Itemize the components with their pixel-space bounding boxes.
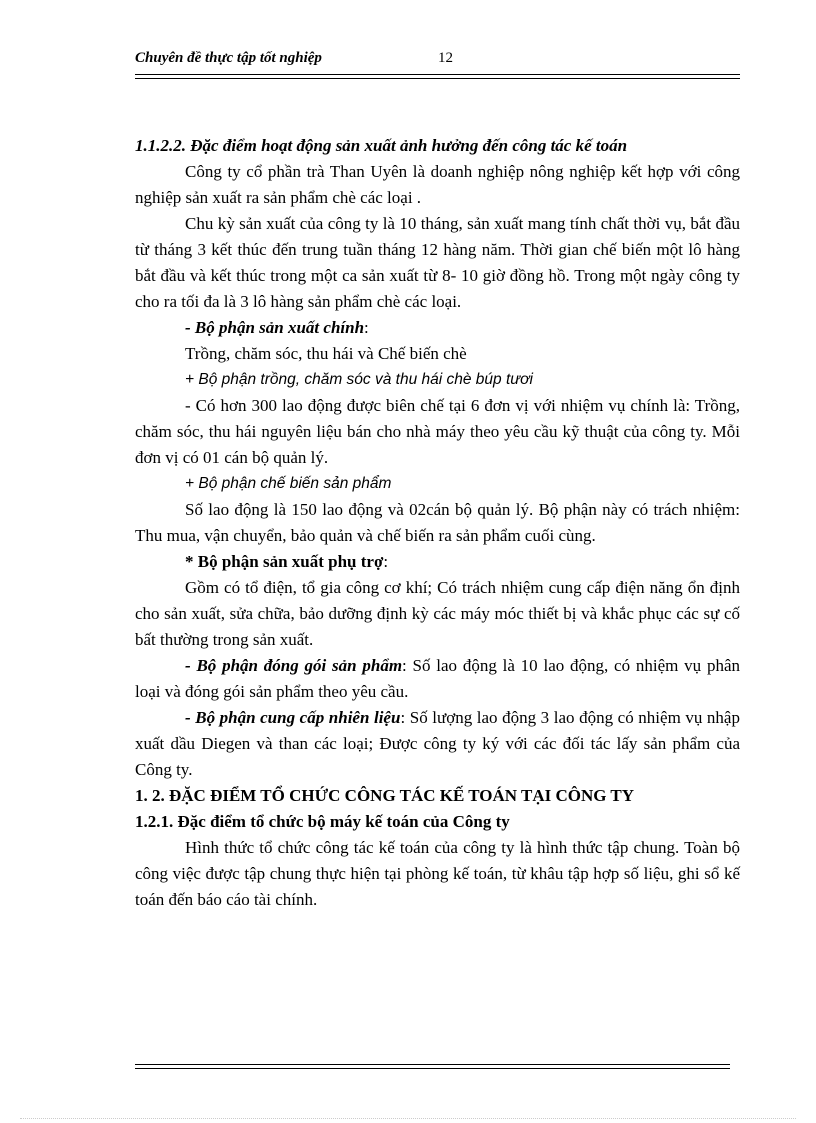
fuel-label: - Bộ phận cung cấp nhiên liệu bbox=[185, 708, 401, 727]
chapter-heading: 1. 2. ĐẶC ĐIỂM TỔ CHỨC CÔNG TÁC KẾ TOÁN TẠI CÔNG TY bbox=[135, 786, 635, 805]
main-production-heading bbox=[135, 315, 740, 341]
page-header bbox=[135, 50, 740, 70]
fuel-text: : Số lượng lao động 3 lao động có nhiệm vụ nhập xuất dầu Diegen và than các loại; Được công ty ký với các đối tác lấy sản phẩm của Công ty. bbox=[135, 708, 740, 779]
paragraph: Chu kỳ sản xuất của công ty là 10 tháng, sản xuất mang tính chất thời vụ, bắt đầu từ tháng 3 kết thúc đến trung tuần tháng 12 hàng năm. Thời gian chế biến một lô hàng bắt đầu và kết thúc trong một ca sản xuất từ 8- 10 giờ đồng hồ. Trong một ngày công ty cho ra tối đa là 3 lô hàng sản phẩm chè các loại. bbox=[135, 214, 740, 311]
packaging-text: : Số lao động là 10 lao động, có nhiệm vụ phân loại và đóng gói sản phẩm theo yêu cầu. bbox=[135, 656, 740, 701]
header-rule-bottom bbox=[135, 78, 740, 79]
packaging-paragraph bbox=[135, 653, 740, 705]
fuel-paragraph bbox=[135, 705, 740, 783]
auxiliary-production-heading bbox=[135, 549, 740, 575]
page-edge bbox=[20, 1118, 796, 1119]
paragraph: Hình thức tổ chức công tác kế toán của công ty là hình thức tập chung. Toàn bộ công việc được tập chung thực hiện tại phòng kế toán, từ khâu tập hợp số liệu, ghi sổ kế toán đến báo cáo tài chính. bbox=[135, 838, 740, 909]
section-heading: 1.1.2.2. Đặc điểm hoạt động sản xuất ảnh hưởng đến công tác kế toán bbox=[135, 136, 628, 155]
paragraph: Trồng, chăm sóc, thu hái và Chế biến chè bbox=[185, 344, 467, 363]
auxiliary-colon: : bbox=[383, 552, 389, 571]
page-number: 12 bbox=[438, 50, 453, 66]
footer-rule-top bbox=[135, 1064, 730, 1065]
packaging-label: - Bộ phận đóng gói sản phẩm bbox=[185, 656, 403, 675]
document-title: Chuyên đề thực tập tốt nghiệp bbox=[135, 50, 322, 66]
main-production-colon: : bbox=[364, 318, 369, 337]
paragraph: Công ty cổ phần trà Than Uyên là doanh nghiệp nông nghiệp kết hợp với công nghiệp sản xuất ra sản phẩm chè các loại . bbox=[135, 162, 740, 207]
paragraph: Gồm có tổ điện, tổ gia công cơ khí; Có trách nhiệm cung cấp điện năng ổn định cho sản xuất, sửa chữa, bảo dưỡng định kỳ các máy móc thiết bị và khắc phục các sự cố bất thường trong sản xuất. bbox=[135, 578, 740, 649]
subheading: + Bộ phận trồng, chăm sóc và thu hái chè búp tươi bbox=[185, 371, 533, 388]
main-production-label: - Bộ phận sản xuất chính bbox=[185, 318, 365, 337]
paragraph: - Có hơn 300 lao động được biên chế tại 6 đơn vị với nhiệm vụ chính là: Trồng, chăm sóc, thu hái nguyên liệu bán cho nhà máy theo yêu cầu kỹ thuật của công ty. Mỗi đơn vị có 01 cán bộ quản lý. bbox=[135, 396, 740, 467]
page-body bbox=[135, 133, 740, 913]
auxiliary-label: * Bộ phận sản xuất phụ trợ bbox=[185, 552, 384, 571]
subheading: + Bộ phận chế biến sản phẩm bbox=[185, 475, 392, 492]
subsection-heading: 1.2.1. Đặc điểm tổ chức bộ máy kế toán của Công ty bbox=[135, 812, 510, 831]
footer-rule-bottom bbox=[135, 1068, 730, 1069]
paragraph: Số lao động là 150 lao động và 02cán bộ quản lý. Bộ phận này có trách nhiệm: Thu mua, vận chuyển, bảo quản và chế biến ra sản phẩm cuối cùng. bbox=[135, 500, 740, 545]
header-rule-top bbox=[135, 74, 740, 75]
